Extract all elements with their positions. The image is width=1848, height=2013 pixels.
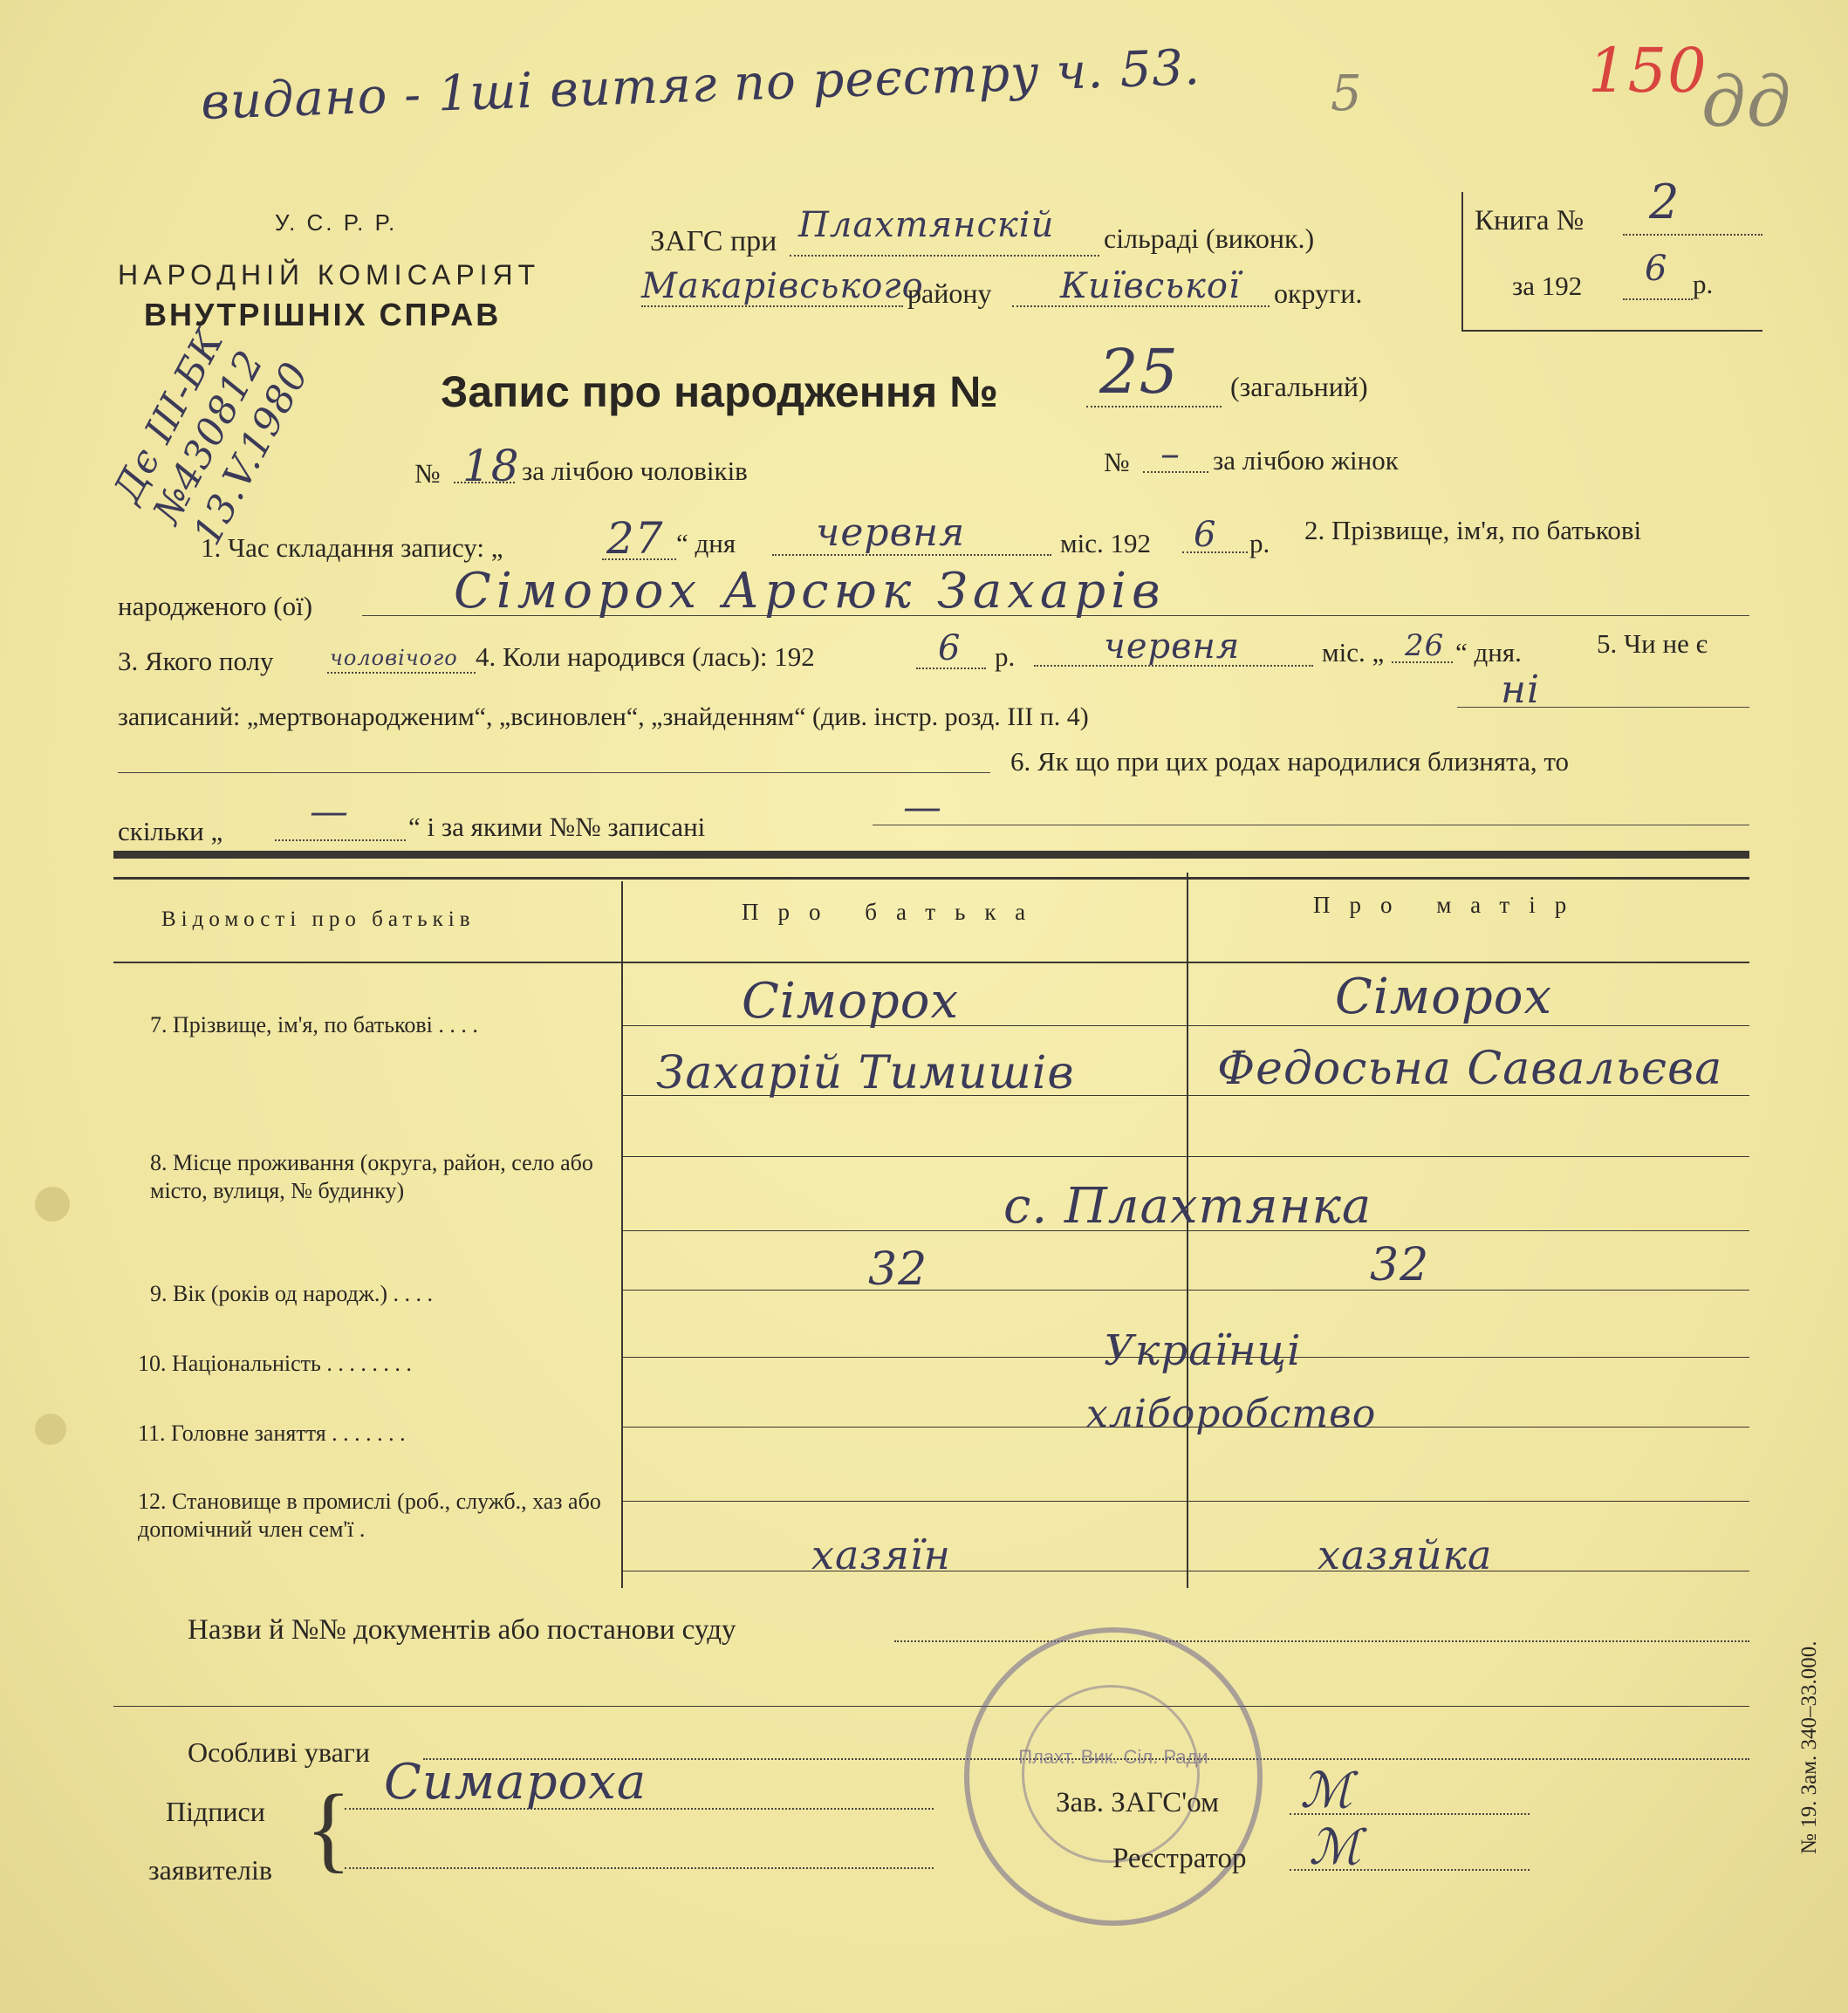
mother-age: 32 [1370, 1239, 1430, 1291]
book-number: 2 [1649, 175, 1680, 229]
field4-month: червня [1104, 626, 1241, 667]
field1-year-suffix: р. [1249, 528, 1270, 558]
zags-village: Плахтянскій [798, 205, 1055, 245]
book-year-prefix: за 192 [1512, 270, 1583, 301]
red-number: 150 [1588, 35, 1708, 106]
residence: с. Плахтянка [1003, 1178, 1372, 1235]
row12-label: 12. Становище в промислі (роб., служб., хаз або допомічний член сем'ї . [138, 1489, 601, 1542]
father-surname: Сіморох [742, 973, 960, 1030]
corner-mark: дд [1701, 61, 1792, 142]
zags-district-label: району [907, 277, 992, 309]
mother-name: Федосьна Савальєва [1217, 1043, 1723, 1095]
field6-label: 6. Як що при цих родах народилися близнята, то [1010, 746, 1569, 777]
record-title: Запис про народження № [441, 367, 998, 416]
mother-surname: Сіморох [1335, 969, 1553, 1025]
field2-label2: народженого (ої) [118, 591, 313, 621]
book-year-line [1623, 298, 1693, 300]
field5-label2: записаний: „мертвонародженим“, „всиновлен“, „знайденням“ (див. інстр. розд. III п. 4) [118, 702, 1089, 731]
field1-day: 27 [606, 513, 664, 564]
zags-suffix: сільраді (виконк.) [1104, 223, 1315, 254]
field1-label: 1. Час складання запису: „ [201, 532, 503, 563]
male-count-number: 18 [462, 441, 520, 491]
head-label: Зав. ЗАГС'ом [1056, 1787, 1219, 1818]
ministry-line1: НАРОДНІЙ КОМІСАРІЯТ [118, 259, 541, 291]
field3-line [327, 672, 476, 674]
field1-day-suffix: “ дня [676, 528, 736, 558]
field3-value: чоловічого [330, 646, 458, 670]
record-number: 25 [1099, 336, 1180, 407]
field5-label: 5. Чи не є [1597, 628, 1708, 659]
occupation: хліборобство [1086, 1392, 1377, 1436]
stamp-text: Плахт. Вик. Сіл. Ради [1018, 1746, 1208, 1768]
field6-blank-line [118, 772, 990, 773]
book-year-suffix: р. [1693, 269, 1714, 299]
table-top-rule2 [113, 877, 1749, 880]
head-signature: ℳ [1300, 1763, 1353, 1819]
table-header-rule [113, 962, 1749, 963]
field4-label: 4. Коли народився (лась): 192 [476, 641, 815, 672]
book-label: Книга № [1475, 205, 1584, 236]
registrar-signature: ℳ [1309, 1819, 1362, 1876]
applicant-signature-line2 [345, 1867, 934, 1869]
documents-line2 [113, 1706, 1749, 1707]
zags-okrug-label: округи. [1274, 277, 1363, 309]
row-line [621, 1290, 1749, 1291]
field6-count-line [275, 839, 406, 841]
field6-label2: скільки „ [118, 816, 223, 846]
book-year-digit: 6 [1645, 249, 1668, 289]
applicant-signature: Симароха [384, 1754, 647, 1811]
applicants-label: заявителів [148, 1854, 272, 1886]
stamp-inner-ring [1022, 1685, 1200, 1863]
field4-month-suffix: міс. „ [1322, 637, 1385, 668]
book-box-left [1461, 192, 1463, 332]
annotation-top: видано - 1ші витяг по реєстру ч. 53. [200, 39, 1201, 131]
father-name: Захарій Тимишів [656, 1047, 1075, 1099]
field4-day: 26 [1405, 628, 1445, 663]
signatures-label: Підписи [166, 1796, 265, 1827]
table-col1-header: Відомості про батьків [161, 907, 476, 931]
zags-village-line [790, 255, 1099, 257]
field5-value: ні [1501, 668, 1541, 712]
side-print: № 19. Зам. 340–33.000. [1797, 1640, 1821, 1854]
father-age: 32 [868, 1243, 928, 1296]
table-top-rule [113, 851, 1749, 859]
field6-mid: “ і за якими №№ записані [408, 811, 706, 842]
table-col-separator-1 [621, 881, 623, 1588]
father-status: хазяїн [811, 1531, 951, 1578]
table-col2-header: Про батька [742, 899, 1045, 925]
table-col3-header: Про матір [1313, 892, 1586, 918]
field6-count: — [310, 790, 349, 834]
row-line [621, 1156, 1749, 1157]
row-line [621, 1501, 1749, 1502]
field4-year: 6 [938, 628, 962, 668]
field4-day-suffix: “ дня. [1455, 637, 1522, 668]
row11-label: 11. Головне заняття . . . . . . . [138, 1421, 406, 1446]
female-count-label: за лічбою жінок [1213, 445, 1399, 476]
field2-label: 2. Прізвище, ім'я, по батькові [1304, 515, 1642, 545]
punch-hole [35, 1414, 66, 1445]
zags-prefix: ЗАГС при [650, 225, 777, 257]
row8-label: 8. Місце проживання (округа, район, село або місто, вулиця, № будинку) [150, 1150, 593, 1203]
official-stamp [964, 1627, 1263, 1926]
record-title-suffix: (загальний) [1230, 371, 1368, 402]
zags-district: Макарівського [641, 266, 924, 306]
field4-year-suffix: р. [995, 641, 1016, 672]
field3-label: 3. Якого полу [118, 646, 274, 676]
field1-month-suffix: міс. 192 [1060, 528, 1151, 558]
book-box-bottom [1461, 330, 1762, 332]
row10-label: 10. Національність . . . . . . . . [138, 1351, 412, 1376]
male-count-label: за лічбою чоловіків [522, 455, 748, 486]
zags-okrug: Київської [1060, 266, 1241, 306]
female-count-number: – [1160, 432, 1181, 476]
mother-status: хазяйка [1318, 1531, 1493, 1578]
nationality: Українці [1104, 1326, 1302, 1375]
registrar-label: Реєстратор [1112, 1843, 1247, 1874]
punch-hole [35, 1187, 70, 1222]
ministry-line2: ВНУТРІШНІХ СПРАВ [144, 297, 502, 332]
documents-line [894, 1640, 1749, 1642]
male-count-prefix: № [414, 458, 441, 489]
row9-label: 9. Вік (років од народж.) . . . . [150, 1281, 434, 1306]
remarks-label: Особливі уваги [188, 1736, 371, 1768]
field6-value: — [903, 785, 942, 830]
book-number-line [1623, 234, 1762, 236]
ussr-label: У. С. Р. Р. [275, 209, 398, 236]
page-number: 5 [1331, 65, 1363, 122]
brace: { [305, 1775, 352, 1881]
margin-note: Дє ІІІ-БК №430812 13.V.1980 [105, 321, 318, 552]
row7-label: 7. Прізвище, ім'я, по батькові . . . . [150, 1012, 478, 1037]
documents-label: Назви й №№ документів або постанови суду [188, 1614, 736, 1646]
female-count-prefix: № [1104, 447, 1130, 477]
field1-month: червня [816, 510, 966, 555]
field1-year: 6 [1194, 515, 1217, 555]
field2-value: Сіморох Арсюк Захарів [454, 563, 1166, 620]
